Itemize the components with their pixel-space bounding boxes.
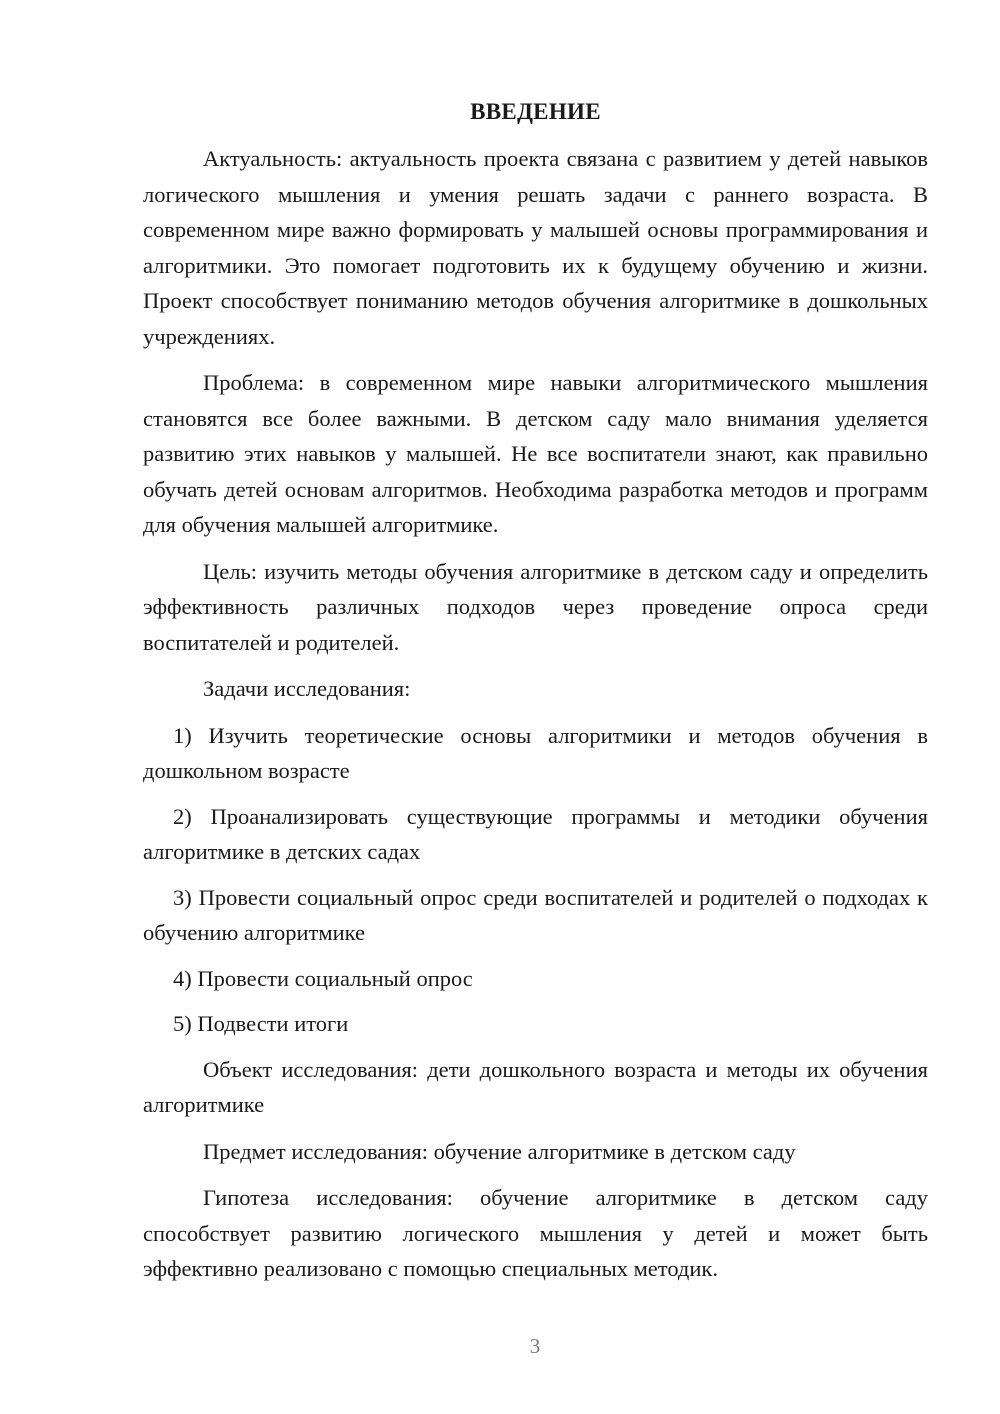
section-title: ВВЕДЕНИЕ: [470, 99, 601, 124]
paragraph-subject: Предмет исследования: обучение алгоритмике в детском саду: [203, 1138, 796, 1164]
paragraph-problem: Проблема: в современном мире навыки алгоритмического мышления становятся все более важными. В детском саду мало внимания уделяется развитию этих навыков у малышей. Не все воспитатели знают, как правильно обучать детей основам алгоритмов. Необходима разработка методов и программ для обучения малышей алгоритмике.: [143, 370, 928, 537]
list-item: 2) Проанализировать существующие программы и методики обучения алгоритмике в детских садах: [143, 803, 928, 864]
page-number: 3: [529, 1334, 541, 1358]
tasks-heading: Задачи исследования:: [203, 676, 411, 701]
list-item: 1) Изучить теоретические основы алгоритмики и методов обучения в дошкольном возрасте: [143, 722, 928, 783]
list-item: 4) Провести социальный опрос: [173, 965, 473, 991]
paragraph-relevance: Актуальность: актуальность проекта связана с развитием у детей навыков логического мышления и умения решать задачи с раннего возраста. В современном мире важно формировать у малышей основы программирования и алгоритмики. Это помогает подготовить их к будущему обучению и жизни. Проект способствует пониманию методов обучения алгоритмике в дошкольных учреждениях.: [143, 146, 928, 349]
tasks-list: [143, 718, 928, 1042]
list-item: 5) Подвести итоги: [173, 1011, 349, 1036]
paragraph-goal: Цель: изучить методы обучения алгоритмике в детском саду и определить эффективность различных подходов через проведение опроса среди воспитателей и родителей.: [143, 558, 928, 655]
paragraph-object: Объект исследования: дети дошкольного возраста и методы их обучения алгоритмике: [143, 1056, 928, 1117]
paragraph-hypothesis: Гипотеза исследования: обучение алгоритмике в детском саду способствует развитию логического мышления у детей и может быть эффективно реализовано с помощью специальных методик.: [143, 1185, 928, 1281]
list-item: 3) Провести социальный опрос среди воспитателей и родителей о подходах к обучению алгоритмике: [143, 884, 928, 945]
document-page: [143, 94, 928, 1298]
